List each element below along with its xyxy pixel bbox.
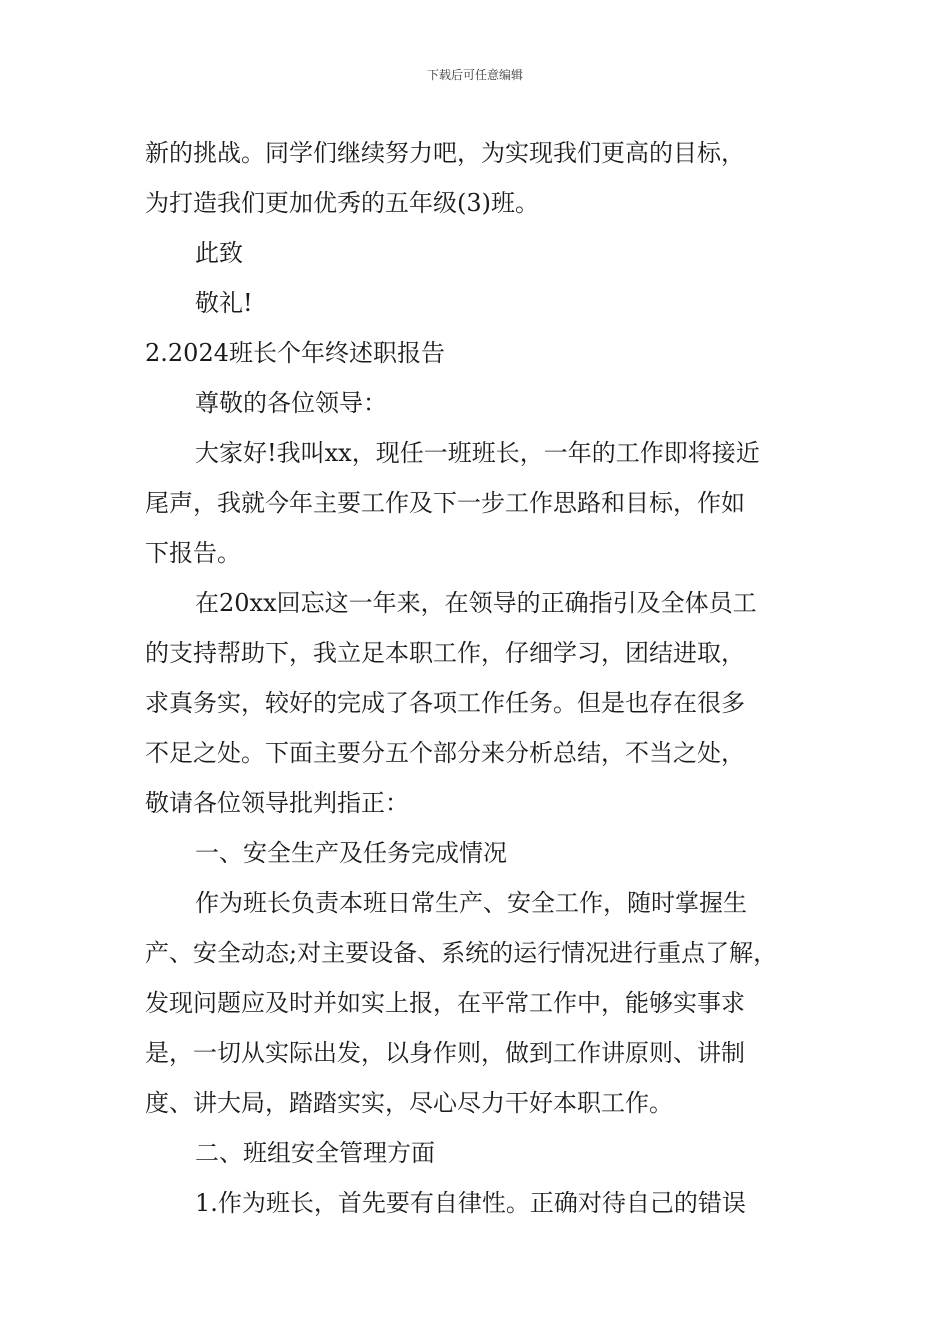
paragraph-line: 度、讲大局，踏踏实实，尽心尽力干好本职工作。 <box>145 1089 673 1117</box>
page-header: 下载后可任意编辑 <box>426 68 523 82</box>
paragraph-line: 不足之处。下面主要分五个部分来分析总结，不当之处， <box>145 739 745 767</box>
paragraph-line: 产、安全动态;对主要设备、系统的运行情况进行重点了解， <box>145 939 778 967</box>
paragraph-line: 下报告。 <box>145 539 241 567</box>
paragraph-line: 是，一切从实际出发，以身作则，做到工作讲原则、讲制 <box>145 1039 745 1067</box>
paragraph-line: 作为班长负责本班日常生产、安全工作，随时掌握生 <box>195 889 747 917</box>
paragraph-line: 新的挑战。同学们继续努力吧，为实现我们更高的目标， <box>145 139 745 167</box>
paragraph-line: 敬请各位领导批判指正： <box>145 789 409 817</box>
subsection-heading: 二、班组安全管理方面 <box>195 1139 435 1167</box>
paragraph-line: 在20xx回忘这一年来，在领导的正确指引及全体员工 <box>195 589 757 617</box>
greeting-line: 尊敬的各位领导： <box>195 389 387 417</box>
closing-salutation: 此致 <box>195 239 243 267</box>
paragraph-line: 的支持帮助下，我立足本职工作，仔细学习，团结进取， <box>145 639 745 667</box>
closing-salutation: 敬礼! <box>195 289 253 317</box>
paragraph-line: 1.作为班长，首先要有自律性。正确对待自己的错误 <box>195 1189 746 1217</box>
paragraph-line: 大家好!我叫xx，现任一班班长，一年的工作即将接近 <box>195 439 760 467</box>
subsection-heading: 一、安全生产及任务完成情况 <box>195 839 507 867</box>
paragraph-line: 发现问题应及时并如实上报，在平常工作中，能够实事求 <box>145 989 745 1017</box>
section-title: 2.2024班长个年终述职报告 <box>145 339 445 367</box>
paragraph-line: 尾声，我就今年主要工作及下一步工作思路和目标，作如 <box>145 489 745 517</box>
document-body <box>145 128 815 1228</box>
paragraph-line: 求真务实，较好的完成了各项工作任务。但是也存在很多 <box>145 689 745 717</box>
paragraph-line: 为打造我们更加优秀的五年级(3)班。 <box>145 189 539 217</box>
